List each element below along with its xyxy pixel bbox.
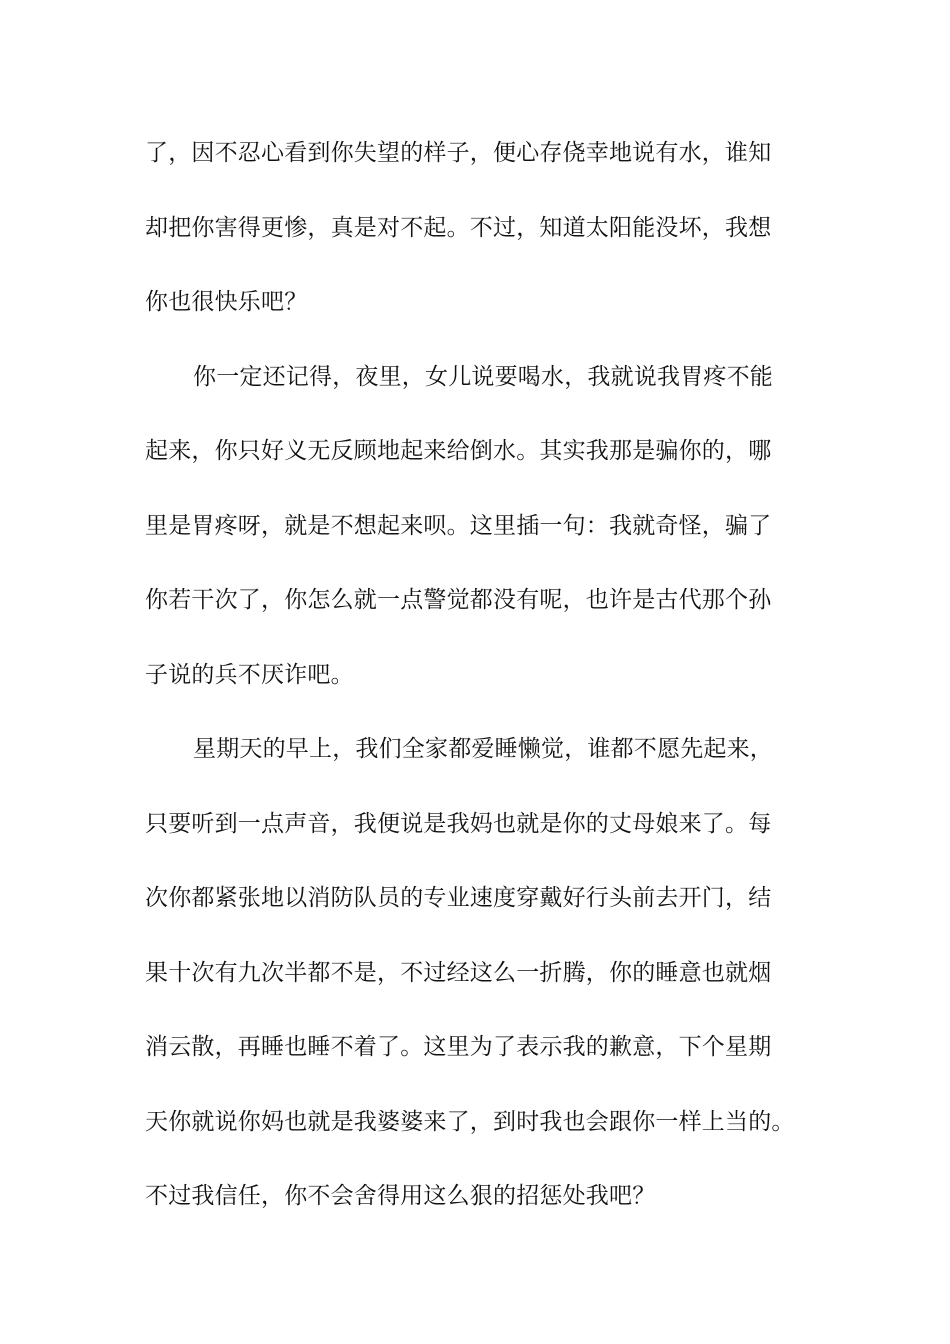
- paragraph-start-line: 你一定还记得，夜里，女儿说要喝水，我就说我胃疼不能: [193, 363, 773, 390]
- text-line: 里是胃疼呀，就是不想起来呗。这里插一句：我就奇怪，骗了: [145, 512, 772, 539]
- text-line: 子说的兵不厌诈吧。: [145, 661, 354, 688]
- text-line: 你若干次了，你怎么就一点警觉都没有呢，也许是古代那个孙: [145, 587, 772, 613]
- text-line: 不过我信任，你不会舍得用这么狠的招惩处我吧？: [145, 1183, 656, 1209]
- text-line: 你也很快乐吧？: [145, 289, 308, 315]
- text-line: 了，因不忍心看到你失望的样子，便心存侥幸地说有水，谁知: [145, 140, 772, 166]
- text-line: 次你都紧张地以消防队员的专业速度穿戴好行头前去开门，结: [145, 885, 772, 911]
- text-line: 却把你害得更惨，真是对不起。不过，知道太阳能没坏，我想: [145, 214, 772, 241]
- text-line: 只要听到一点声音，我便说是我妈也就是你的丈母娘来了。每: [145, 810, 772, 837]
- paragraph-start-line: 星期天的早上，我们全家都爱睡懒觉，谁都不愿先起来，: [193, 736, 773, 762]
- text-line: 果十次有九次半都不是，不过经这么一折腾，你的睡意也就烟: [145, 959, 772, 986]
- text-line: 消云散，再睡也睡不着了。这里为了表示我的歉意，下个星期: [145, 1034, 772, 1060]
- text-line: 天你就说你妈也就是我婆婆来了，到时我也会跟你一样上当的。: [145, 1108, 795, 1135]
- text-line: 起来，你只好义无反顾地起来给倒水。其实我那是骗你的，哪: [145, 438, 772, 464]
- body-text: [145, 132, 825, 1250]
